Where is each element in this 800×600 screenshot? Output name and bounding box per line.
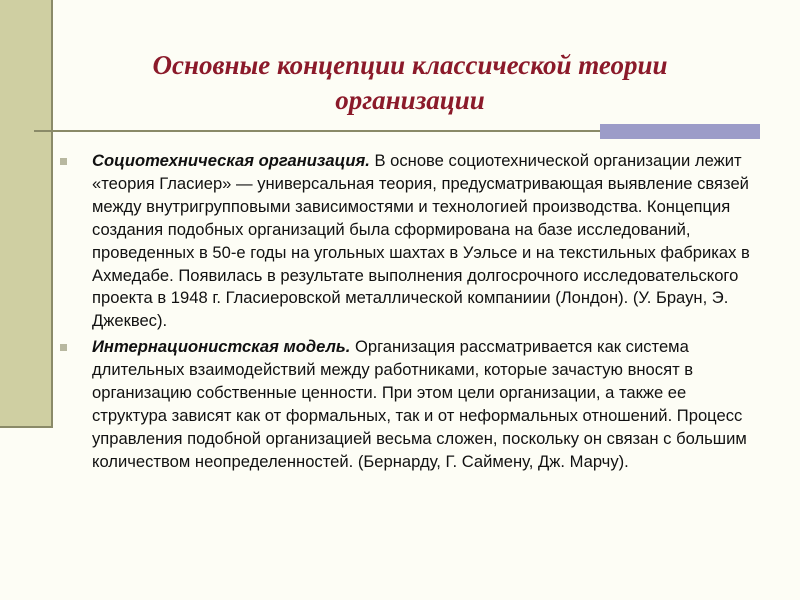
bullet-item-sociotechnical (58, 150, 758, 333)
bullet-item-interactionist (58, 336, 758, 473)
square-bullet-icon (60, 158, 67, 165)
decorative-side-bar (0, 0, 51, 428)
bullet-term: Социотехническая организация. (92, 151, 370, 170)
slide-title-line-1: Основные концепции классической теории (152, 50, 668, 80)
slide-title (70, 48, 750, 118)
slide-title-line-2: организации (335, 85, 485, 115)
side-divider (51, 0, 53, 428)
bullet-text: Организация рассматривается как система длительных взаимодействий между работниками, которые зачастую вносят в организацию собственные ценности. При этом цели организации, а также ее структура зависят как от формальных, так и от неформальных отношений. Процесс управления подобной организацией весьма сложен, поскольку он связан с большим количеством неопределенностей. (Бернарду, Г. Саймену, Дж. Марчу). (92, 337, 747, 471)
side-bottom-divider (0, 426, 53, 428)
accent-block (600, 124, 760, 139)
bullet-list (58, 150, 758, 477)
bullet-text: В основе социотехнической организации лежит «теория Гласиер» — универсальная теория, предусматривающая выявление связей между внутригрупповыми зависимостями и технологией производства. Концепция создания подобных организаций была сформирована на базе исследований, проведенных в 50-е годы на угольных шахтах в Уэльсе и на текстильных фабриках в Ахмедабе. Появилась в результате выполнения долгосрочного исследовательского проекта в 1948 г. Гласиеровской металлической компаниии (Лондон). (У. Браун, Э. Джеквес). (92, 151, 750, 331)
bullet-term: Интернационистская модель. (92, 337, 351, 357)
square-bullet-icon (60, 344, 67, 351)
